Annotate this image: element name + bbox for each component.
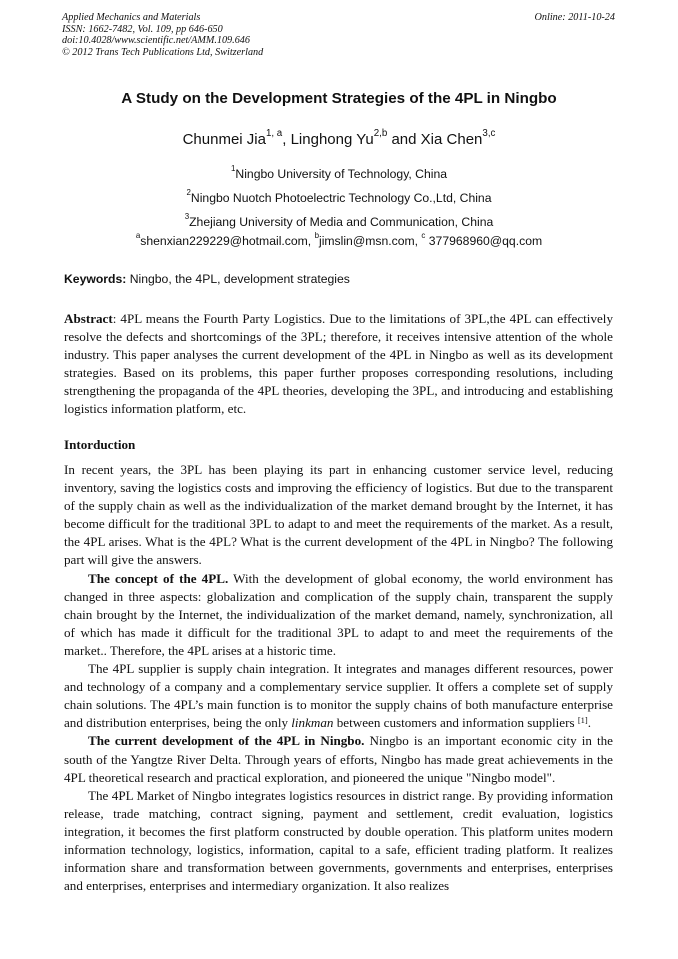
affiliation: $^1$Ningbo University of Technology, China — [231, 164, 447, 181]
paper-title: A Study on the Development Strategies of the 4PL in Ningbo — [121, 90, 557, 107]
section-heading: Intorduction — [64, 437, 136, 452]
author-name: Linghong Yu — [290, 131, 374, 148]
email-link[interactable]: 377968960@qq.com — [425, 234, 543, 248]
author-name: Xia Chen — [420, 131, 483, 148]
affiliation: $^2$Ningbo Nuotch Photoelectric Technology Co.,Ltd, China — [186, 188, 492, 205]
email-link[interactable]: shenxian229229@hotmail.com, — [140, 234, 315, 248]
keywords-text: Ningbo, the 4PL, development strategies — [126, 272, 350, 286]
citation-ref[interactable]: [1] — [577, 715, 588, 726]
paragraph: In recent years, the 3PL has been playing its part in enhancing customer service level, reducing inventory, saving the logistics costs and improving the efficiency of logistics. But due to the transparent of the supply chain as well as the individualization of the market demand brought by the Internet, it has become difficult for the traditional 3PL to adapt to and meet the requirements of the market. As a result, the 4PL arises. What is the 4PL? What is the current development of the 4PL in Ningbo? The following part will give the answers. — [64, 462, 613, 568]
run-in-heading: The concept of the 4PL. — [88, 570, 229, 586]
author-name: Chunmei Jia — [182, 131, 266, 148]
abstract — [64, 310, 613, 419]
doi-line: doi:10.4028/www.scientific.net/AMM.109.646 — [62, 35, 250, 47]
online-date: Online: 2011-10-24 — [534, 12, 615, 23]
abstract-text: : 4PL means the Fourth Party Logistics. Due to the limitations of 3PL,the 4PL can effectively resolve the defects and shortcomings of the 3PL; therefore, it receives intensive attention of the whole industry. This paper analyses the current development of the 4PL in Ningbo as well as its development strategies. Based on its problems, this paper further proposes corresponding resolutions, including strengthening the propaganda of the 4PL theories, developing the 3PL, and introducing and establishing logistics information platform, etc. — [64, 311, 613, 417]
author-list: Chunmei Jia$^{1, a}$, Linghong Yu$^{2,b}$ and Xia Chen$^{3,c}$ — [182, 127, 496, 148]
introduction-body — [64, 461, 613, 895]
issn-line: ISSN: 1662-7482, Vol. 109, pp 646-650 — [62, 23, 223, 35]
author-affil-mark: 1, a — [265, 127, 283, 139]
keywords-label: Keywords: — [64, 272, 127, 286]
keywords — [64, 272, 350, 286]
journal-header — [62, 12, 615, 58]
run-in-heading: The current development of the 4PL in Ningbo. — [88, 733, 365, 749]
paragraph: The 4PL Market of Ningbo integrates logistics resources in district range. By providing information release, trade matching, contract signing, payment and settlement, credit evaluation, logistics integration, it becomes the first platform constructed by double operation. This platform unites modern information technology, logistics, information, capital to a safe, efficient trading platform. It realizes information share and transformation between governments, governments and enterprises, enterprises and enterprises, enterprises and intermediary organization. It also realizes — [64, 787, 613, 894]
author-emails: $^a$shenxian229229@hotmail.com, $^b$jimslin@msn.com, $^c$ 377968960@qq.com — [135, 231, 543, 248]
paragraph: The 4PL supplier is supply chain integration. It integrates and manages different resources, power and technology of a company and a complementary service supplier. It offers a complete set of supply chain solutions. The 4PL’s main function is to monitor the supply chains of both manufacture enterprise and distribution enterprises, being the only linkman between customers and information suppliers [1]. — [64, 661, 613, 731]
author-affil-mark: 3,c — [482, 127, 496, 139]
copyright-line: © 2012 Trans Tech Publications Ltd, Switzerland — [62, 46, 264, 58]
paragraph: The concept of the 4PL. With the development of global economy, the world environment has changed in three aspects: globalization and complication of the supply chain, transparent the supply chain brought by the Internet, the individualization of the market demand, namely, synchronization, all of which has made it difficult for the traditional 3PL to adapt to and meet the requirements of the market.. Therefore, the 4PL arises at a historic time. — [64, 570, 613, 658]
journal-name: Applied Mechanics and Materials — [62, 12, 201, 23]
affiliation: $^3$Zhejiang University of Media and Communication, China — [184, 212, 494, 229]
abstract-label: Abstract — [64, 311, 113, 326]
paragraph: The current development of the 4PL in Ningbo. Ningbo is an important economic city in the south of the Yangtze River Delta. Through years of efforts, Ningbo has made great achievements in the 4PL theoretical research and practical exploration, and pioneered the unique "Ningbo model". — [64, 733, 613, 785]
email-link[interactable]: jimslin@msn.com, — [318, 234, 422, 248]
author-affil-mark: 2,b — [373, 127, 388, 139]
